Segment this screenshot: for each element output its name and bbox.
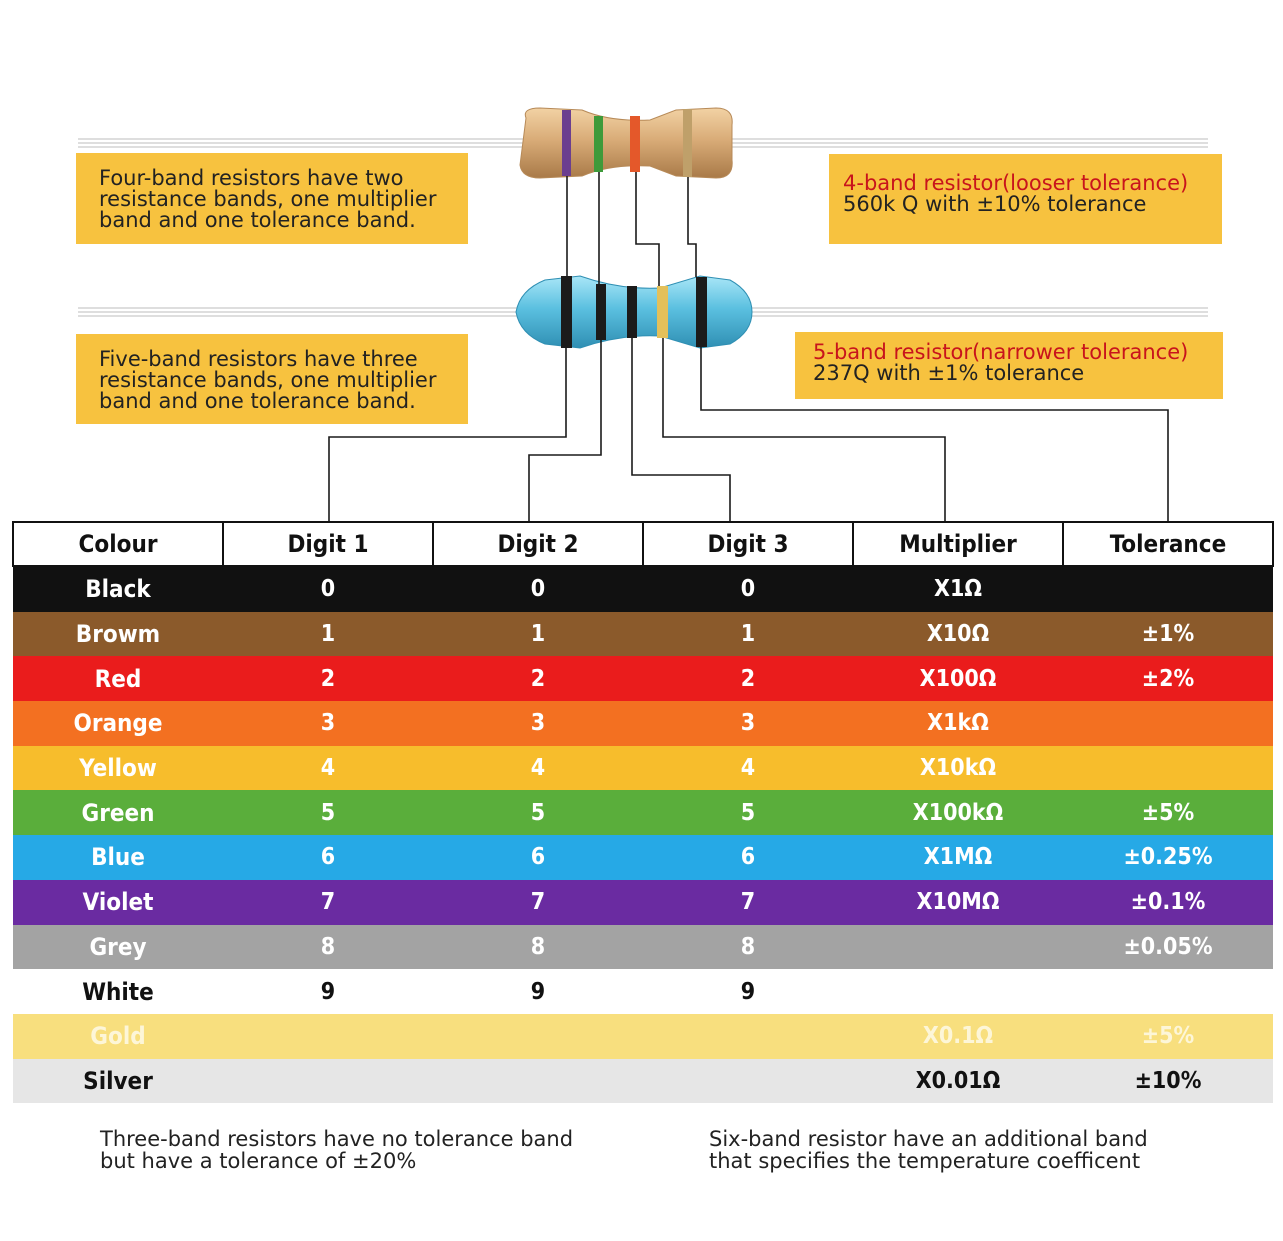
cell-digit-1: 7 bbox=[320, 889, 336, 916]
five-band-note-line: band and one tolerance band. bbox=[99, 389, 416, 413]
four-band-note-line: resistance bands, one multiplier bbox=[99, 187, 437, 211]
cell-digit-3: 6 bbox=[740, 844, 756, 871]
table-row bbox=[13, 1014, 1273, 1059]
table-row bbox=[13, 790, 1273, 835]
cell-colour: Grey bbox=[89, 932, 147, 961]
six-band-footnote-line: Six-band resistor have an additional band bbox=[709, 1127, 1148, 1151]
cell-digit-2: 4 bbox=[530, 755, 546, 782]
cell-digit-1: 1 bbox=[320, 621, 336, 648]
cell-colour: Blue bbox=[91, 843, 145, 872]
cell-digit-2: 3 bbox=[530, 710, 546, 737]
cell-tolerance: ±10% bbox=[1134, 1067, 1202, 1094]
cell-digit-1: 9 bbox=[320, 978, 336, 1005]
four-band-example-value: 560k Q with ±10% tolerance bbox=[843, 192, 1147, 216]
three-band-footnote-line: Three-band resistors have no tolerance band bbox=[100, 1127, 574, 1151]
five-band-band-5 bbox=[696, 277, 707, 347]
header-colour: Colour bbox=[13, 522, 223, 566]
cell-digit-1: 2 bbox=[320, 665, 336, 692]
cell-colour: Red bbox=[94, 664, 142, 693]
cell-tolerance: ±0.25% bbox=[1123, 844, 1213, 871]
four-band-resistor bbox=[520, 108, 732, 178]
five-band-band-3 bbox=[627, 286, 637, 338]
cell-digit-3: 3 bbox=[740, 710, 756, 737]
cell-digit-3 bbox=[643, 1059, 853, 1104]
cell-tolerance: ±5% bbox=[1141, 799, 1195, 826]
four-band-band-4 bbox=[683, 109, 692, 177]
three-band-footnote-line: but have a tolerance of ±20% bbox=[100, 1149, 417, 1173]
header-multiplier: Multiplier bbox=[853, 522, 1063, 566]
table-header-row bbox=[13, 522, 1273, 566]
table-row bbox=[13, 701, 1273, 746]
cell-tolerance: ±2% bbox=[1141, 665, 1195, 692]
five-band-example-note bbox=[795, 332, 1223, 399]
five-band-example-title: 5-band resistor(narrower tolerance) bbox=[813, 340, 1189, 364]
cell-multiplier: X10kΩ bbox=[919, 755, 997, 782]
four-band-note-line: Four-band resistors have two bbox=[99, 166, 404, 190]
five-band-note bbox=[76, 334, 468, 424]
cell-tolerance: ±5% bbox=[1141, 1023, 1195, 1050]
cell-digit-2: 1 bbox=[530, 621, 546, 648]
cell-digit-3: 7 bbox=[740, 889, 756, 916]
cell-multiplier: X10Ω bbox=[926, 621, 990, 648]
table-row bbox=[13, 566, 1273, 612]
four-band-example-title: 4-band resistor(looser tolerance) bbox=[843, 171, 1189, 195]
cell-tolerance: ±0.1% bbox=[1130, 889, 1206, 916]
header-digit-3: Digit 3 bbox=[643, 522, 853, 566]
table-row bbox=[13, 880, 1273, 925]
table-row bbox=[13, 1059, 1273, 1104]
cell-digit-3 bbox=[643, 1014, 853, 1059]
cell-digit-2: 6 bbox=[530, 844, 546, 871]
cell-colour: Black bbox=[85, 575, 151, 604]
four-band-note bbox=[76, 153, 468, 244]
cell-digit-3: 4 bbox=[740, 755, 756, 782]
cell-multiplier: X10MΩ bbox=[916, 889, 1000, 916]
cell-multiplier bbox=[853, 969, 1063, 1014]
cell-digit-2 bbox=[433, 1059, 643, 1104]
five-band-example-value: 237Q with ±1% tolerance bbox=[813, 361, 1085, 385]
cell-digit-1: 6 bbox=[320, 844, 336, 871]
cell-tolerance: ±1% bbox=[1141, 621, 1195, 648]
cell-digit-3: 8 bbox=[740, 933, 756, 960]
cell-digit-2: 7 bbox=[530, 889, 546, 916]
cell-colour: White bbox=[82, 977, 154, 1006]
cell-tolerance bbox=[1063, 701, 1273, 746]
five-band-note-line: resistance bands, one multiplier bbox=[99, 368, 437, 392]
four-band-band-1 bbox=[562, 110, 571, 176]
cell-digit-2 bbox=[433, 1014, 643, 1059]
header-digit-2: Digit 2 bbox=[433, 522, 643, 566]
cell-colour: Browm bbox=[75, 620, 161, 649]
cell-multiplier: X1Ω bbox=[934, 576, 982, 603]
cell-digit-3: 5 bbox=[740, 799, 756, 826]
four-band-band-2 bbox=[594, 116, 603, 172]
cell-colour: Gold bbox=[90, 1022, 146, 1051]
table-row bbox=[13, 969, 1273, 1014]
cell-multiplier: X1MΩ bbox=[923, 844, 993, 871]
four-band-band-3 bbox=[630, 116, 640, 172]
cell-tolerance bbox=[1063, 566, 1273, 612]
cell-multiplier: X0.01Ω bbox=[915, 1067, 1001, 1094]
five-band-resistor bbox=[516, 276, 752, 348]
table-row bbox=[13, 656, 1273, 701]
header-digit-1: Digit 1 bbox=[223, 522, 433, 566]
three-band-footnote bbox=[100, 1128, 573, 1172]
cell-digit-1 bbox=[223, 1014, 433, 1059]
cell-digit-3: 2 bbox=[740, 665, 756, 692]
table-row bbox=[13, 746, 1273, 791]
cell-digit-1 bbox=[223, 1059, 433, 1104]
cell-digit-1: 5 bbox=[320, 799, 336, 826]
cell-tolerance bbox=[1063, 746, 1273, 791]
five-band-band-4 bbox=[657, 286, 668, 338]
color-code-table bbox=[12, 521, 1274, 1103]
four-band-note-line: band and one tolerance band. bbox=[99, 208, 416, 232]
cell-colour: Violet bbox=[82, 888, 154, 917]
cell-digit-3: 9 bbox=[740, 978, 756, 1005]
six-band-footnote-line: that specifies the temperature coefficent bbox=[709, 1149, 1141, 1173]
cell-digit-2: 5 bbox=[530, 799, 546, 826]
cell-tolerance bbox=[1063, 969, 1273, 1014]
four-band-example-note bbox=[829, 154, 1222, 244]
five-band-band-1 bbox=[561, 276, 572, 348]
cell-digit-2: 0 bbox=[530, 576, 546, 603]
cell-tolerance: ±0.05% bbox=[1123, 933, 1213, 960]
cell-multiplier: X1kΩ bbox=[927, 710, 989, 737]
cell-digit-2: 9 bbox=[530, 978, 546, 1005]
cell-colour: Green bbox=[81, 798, 155, 827]
cell-digit-3: 0 bbox=[740, 576, 756, 603]
cell-digit-2: 2 bbox=[530, 665, 546, 692]
cell-multiplier: X100kΩ bbox=[912, 799, 1004, 826]
table-row bbox=[13, 835, 1273, 880]
cell-colour: Silver bbox=[83, 1066, 153, 1095]
cell-digit-1: 4 bbox=[320, 755, 336, 782]
header-tolerance: Tolerance bbox=[1063, 522, 1273, 566]
cell-colour: Orange bbox=[73, 709, 163, 738]
cell-digit-1: 8 bbox=[320, 933, 336, 960]
table-row bbox=[13, 612, 1273, 657]
cell-colour: Yellow bbox=[79, 754, 157, 783]
cell-multiplier: X0.1Ω bbox=[922, 1023, 994, 1050]
cell-digit-1: 0 bbox=[320, 576, 336, 603]
five-band-note-line: Five-band resistors have three bbox=[99, 347, 418, 371]
six-band-footnote bbox=[709, 1128, 1148, 1172]
cell-multiplier: X100Ω bbox=[919, 665, 997, 692]
five-band-band-2 bbox=[596, 284, 606, 340]
cell-digit-3: 1 bbox=[740, 621, 756, 648]
table-row bbox=[13, 925, 1273, 970]
cell-multiplier bbox=[853, 925, 1063, 970]
cell-digit-1: 3 bbox=[320, 710, 336, 737]
cell-digit-2: 8 bbox=[530, 933, 546, 960]
